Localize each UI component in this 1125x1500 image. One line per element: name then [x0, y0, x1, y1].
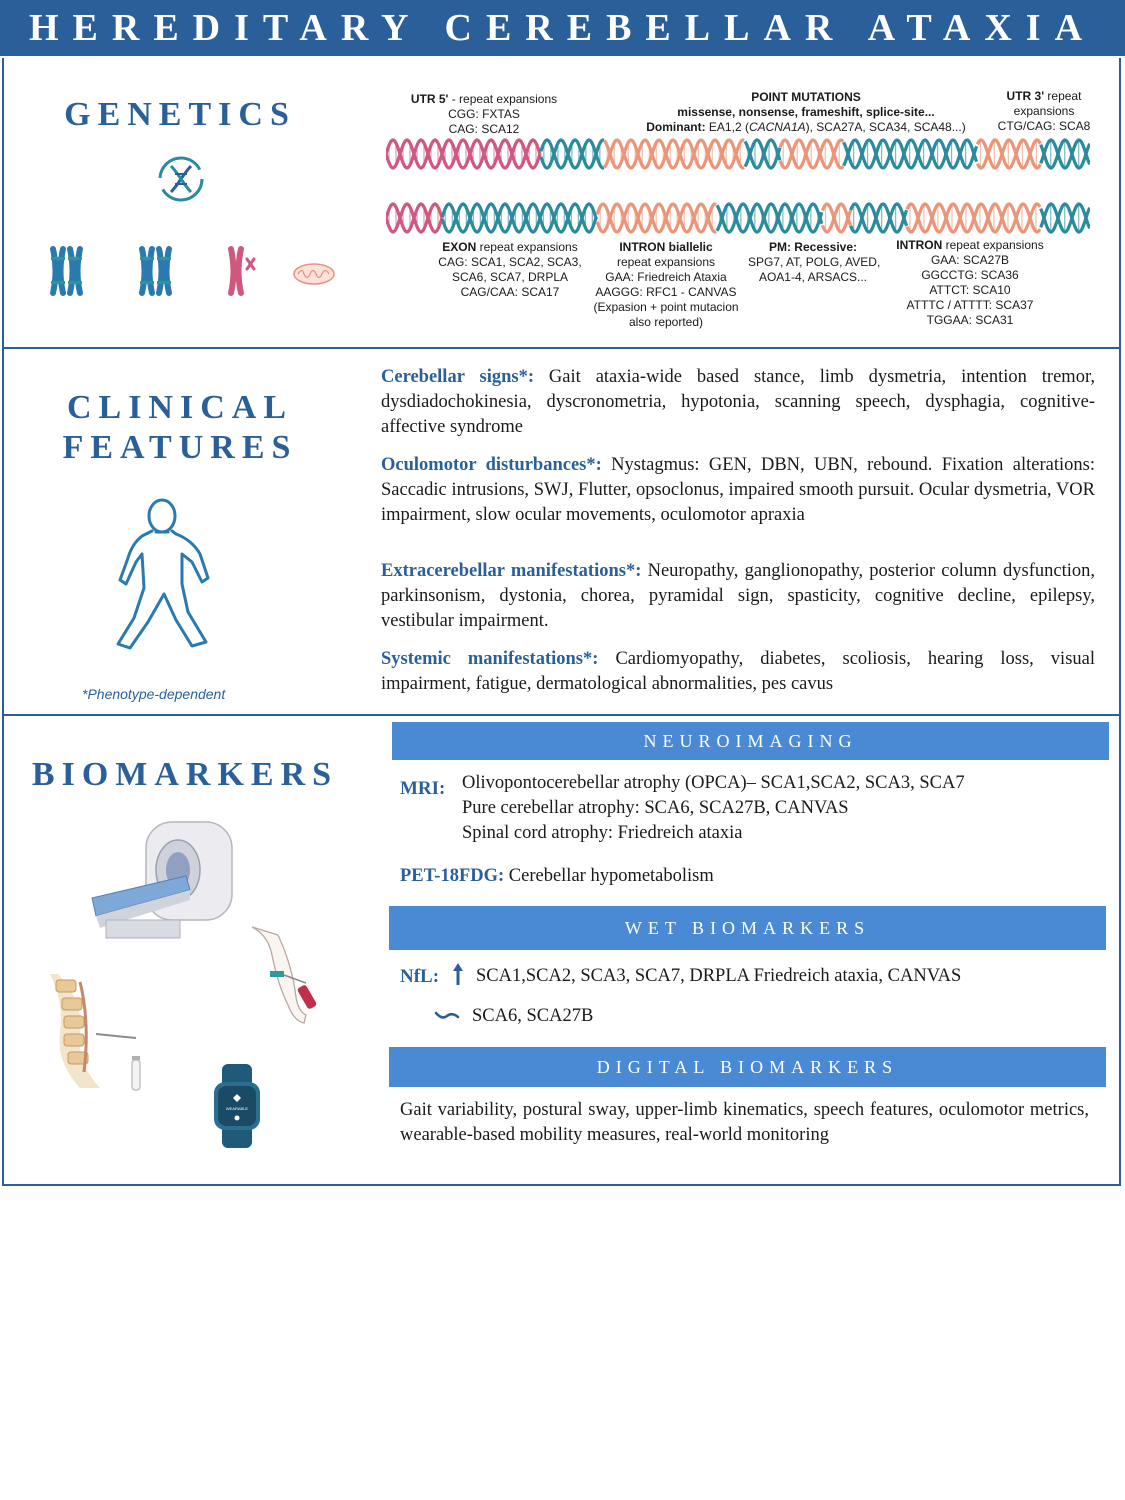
nfl-increased-list: SCA1,SCA2, SCA3, SCA7, DRPLA Friedreich ataxia, CANVAS	[476, 966, 962, 986]
extracerebellar-text: Extracerebellar manifestations*: Neuropathy, ganglionopathy, posterior column dysfunction, parkinsonism, dystonia, chorea, pyramidal sign, spasticity, cognitive decline, epilepsy, vestibular impairment.	[381, 561, 1095, 631]
neuroimaging-bar: NEUROIMAGING	[392, 722, 1109, 760]
dna-backbone	[386, 204, 442, 232]
mri-opca: Olivopontocerebellar atrophy (OPCA)– SCA1,SCA2, SCA3, SCA7	[462, 773, 965, 793]
walking-person-icon	[112, 496, 216, 656]
systemic-text: Systemic manifestations*: Cardiomyopathy, diabetes, scoliosis, hearing loss, visual impairment, fatigue, dermatological abnormalities, pes cavus	[381, 649, 1095, 694]
dna-strand-bottom	[386, 198, 1090, 238]
biomarkers-heading: BIOMARKERS	[31, 756, 339, 793]
mri-scanner-icon	[90, 818, 240, 942]
mri-pure-cerebellar: Pure cerebellar atrophy: SCA6, SCA27B, CANVAS	[462, 798, 849, 818]
watch-screen-text: WEARABLE	[225, 1106, 249, 1111]
intron-biallelic-label: INTRON biallelic repeat expansions GAA: Friedreich Ataxia AAGGG: RFC1 - CANVAS (Expasion + point mutacion also reported)	[593, 240, 739, 329]
dna-strand-top	[386, 134, 1090, 174]
dna-backbone	[604, 140, 744, 168]
utr3-label: UTR 3' repeat expansions CTG/CAG: SCA8	[997, 89, 1091, 133]
digital-biomarkers-text: Gait variability, postural sway, upper-limb kinematics, speech features, oculomotor metrics, wearable-based mobility measures, real-world monitoring	[400, 1100, 1089, 1145]
utr5-label: UTR 5' - repeat expansions CGG: FXTAS CAG: SCA12	[410, 92, 558, 136]
mitochondria-icon	[292, 262, 336, 286]
mri-label: MRI:	[400, 778, 446, 799]
phenotype-note: *Phenotype-dependent	[82, 686, 226, 702]
cerebellar-signs-text: Cerebellar signs*: Gait ataxia-wide based stance, limb dysmetria, intention tremor, dysdiadochokinesia, dyscronometria, hypotonia, scanning speech, dysphagia, cognitive-affective syndrome	[381, 367, 1095, 437]
genetics-heading: GENETICS	[64, 96, 296, 133]
intron-label: INTRON repeat expansions GAA: SCA27B GGCCTG: SCA36 ATTCT: SCA10 ATTTC / ATTTT: SCA37 TGGAA: SCA31	[896, 238, 1044, 327]
clinical-heading: CLINICAL FEATURES	[62, 389, 298, 466]
dna-icon	[154, 152, 208, 206]
chromosome-icon	[46, 245, 86, 297]
page-title: HEREDITARY CEREBELLAR ATAXIA	[0, 0, 1125, 56]
exon-label: EXON repeat expansions CAG: SCA1, SCA2, SCA3, SCA6, SCA7, DRPLA CAG/CAA: SCA17	[438, 240, 582, 299]
point-mutations-label: POINT MUTATIONS missense, nonsense, frameshift, splice-site... Dominant: EA1,2 (CACNA1A), SCA27A, SCA34, SCA48...)	[646, 90, 966, 134]
mri-spinal-cord: Spinal cord atrophy: Friedreich ataxia	[462, 823, 743, 843]
arrow-up-icon	[452, 962, 464, 986]
digital-biomarkers-bar: DIGITAL BIOMARKERS	[389, 1047, 1106, 1087]
smartwatch-icon	[212, 1064, 264, 1148]
blood-draw-icon	[248, 925, 328, 1029]
chromosome-icon	[135, 245, 175, 297]
nfl-label: NfL:	[400, 966, 440, 987]
pet-line: PET-18FDG: Cerebellar hypometabolism	[400, 866, 714, 886]
pm-recessive-label: PM: Recessive: SPG7, AT, POLG, AVED, AOA1-4, ARSACS...	[748, 240, 881, 284]
nfl-stable-list: SCA6, SCA27B	[472, 1006, 594, 1026]
sex-chromosome-icon	[226, 245, 258, 297]
tilde-stable-icon	[434, 1008, 460, 1022]
oculomotor-text: Oculomotor disturbances*: Nystagmus: GEN, DBN, UBN, rebound. Fixation alterations: Saccadic intrusions, SWJ, Flutter, opsoclonus, impaired smooth pursuit. Ocular dysmetria, VOR impairment, slow ocular movements, oculomotor apraxia	[381, 455, 1095, 525]
wet-biomarkers-bar: WET BIOMARKERS	[389, 906, 1106, 950]
test-tube-icon	[130, 1056, 142, 1092]
